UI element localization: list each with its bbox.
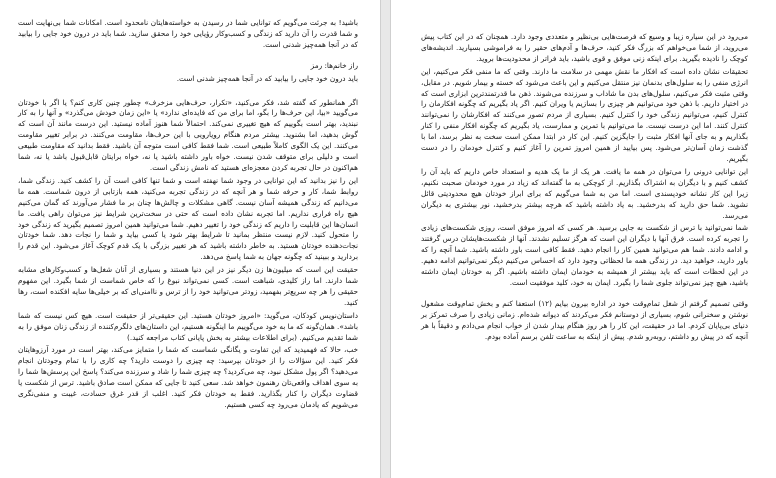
left-paragraph-5: خب، حالا که فهمیدید که این تفاوت و یگانگی شماست که شما را متمایز می‌کند، بهتر است در مورد آرزوهایتان فکر کنید. این سؤالات را از خودتان بپرسید: چه چیزی را دوست دارید؟ چه کاری را با تمام وجودتان انجام می‌دهید؟ اگر پول مشکل نبود، چه می‌کردید؟ چه چیزی شما را شاد و سرزنده می‌کند؟ پاسخ این پرسش‌ها شما را به سوی اهداف واقعی‌تان رهنمون خواهد شد. سعی کنید تا جایی که ممکن است صادق باشید. ترس از شکست یا قضاوت دیگران را کنار بگذارید. فقط به خودتان فکر کنید. اغلب از قدر غرق حسادت، غیبت و منفی‌نگری می‌شویم که یادمان می‌رود چه کسی هستیم. xyxy=(18,345,358,409)
right-page-text xyxy=(421,32,748,344)
left-page xyxy=(0,0,381,478)
left-paragraph-3: حقیقت این است که میلیون‌ها زن دیگر نیز در این دنیا هستند و بسیاری از آنان شغل‌ها و کسب‌وکارهای مشابه شما دارند. اما راز کلیدی، شباهت است. کسی نمی‌تواند نبوغ را که خاص شماست از شما بگیرد. این مفهوم حقیقی را هر چه سریع‌تر بفهمید، زودتر می‌توانید خود را از ترس و ناامنی‌ای که بر خیلی‌ها سایه افکنده است، رها کنید. xyxy=(18,265,358,307)
right-paragraph-3: این توانایی درونی را می‌توان در همه ما یافت. هر یک از ما یک هدیه و استعداد خاص داریم که باید آن را کشف کنیم و با دیگران به اشتراک بگذاریم. از کوچکی به ما گفته‌اند که زیاد در مورد خودمان صحبت نکنیم، زیرا این کار نشانه خودپسندی است. اما من به شما می‌گویم که برای ابراز خودتان هیچ محدودیتی قائل نشوید. شما حق دارید که بدرخشید. به یاد داشته باشید که هرچه بیشتر بدرخشید، نور بیشتری به دیگران می‌رسد. xyxy=(421,166,748,220)
right-paragraph-4: شما نمی‌توانید با ترس از شکست به جایی برسید. هر کسی که امروز موفق است، روزی شکست‌های زیادی را تجربه کرده است. فرق آنها با دیگران این است که هرگز تسلیم نشدند. آنها از شکست‌هایشان درس گرفتند و ادامه دادند. شما هم می‌توانید همین کار را انجام دهید. فقط کافی است باور داشته باشید. شما آنچه را که باور دارید، خواهید دید. در زندگی همه ما لحظاتی وجود دارد که احساس می‌کنیم دیگر نمی‌توانیم ادامه دهیم. در این لحظات است که باید بیشتر از همیشه به خودمان ایمان داشته باشیم. اگر به خودتان ایمان داشته باشید، هیچ چیز نمی‌تواند جلوی شما را بگیرد. ایمان به خود، کلید موفقیت است. xyxy=(421,223,748,287)
right-paragraph-5: وقتی تصمیم گرفتم از شغل تمام‌وقت خود در اداره بیرون بیایم (۱۲) استعفا کنم و بخش تمام‌وقت مشغول نوشتن و سخنرانی شوم، بسیاری از دوستانم فکر می‌کردند که دیوانه شده‌ام. زمانی زیادی را صرف تمرکز بر دنیای بی‌پایان کردم. اما در حقیقت، این کار را هر روز هنگام بیدار شدن از خواب انجام می‌دادم و دقیقاً با هر آنچه که در پیش رو داشتم، روبه‌رو شدم. پیش از اینکه به ساعت تلفن برسم آماده بودم. xyxy=(421,298,748,341)
secret-heading: راز خانم‌ها: رمز xyxy=(310,60,358,70)
left-paragraph-2: این را نیز بدانید که این توانایی در وجود شما نهفته است و شما تنها کافی است آن را کشف کنید. زندگی شما، روابط شما، کار و حرفه شما و هر آنچه که در زندگی تجربه می‌کنید، همه بازتابی از درون شماست. همه ما می‌دانیم که زندگی همیشه آسان نیست. گاهی مشکلات و چالش‌ها چنان بر ما فشار می‌آورند که گمان می‌کنیم هیچ راه فراری نداریم. اما تجربه نشان داده است که حتی در سخت‌ترین شرایط نیز می‌توان راهی یافت. ما انسان‌ها این قابلیت را داریم که زندگی خود را تغییر دهیم. شما می‌توانید همین امروز تصمیم بگیرید که زندگی خود را متحول کنید. لازم نیست منتظر بمانید تا شرایط بهتر شود یا کسی بیاید و شما را نجات دهد. شما خودتان نجات‌دهنده خودتان هستید. به خاطر داشته باشید که هر تغییر بزرگی با یک قدم کوچک آغاز می‌شود. این قدم را بردارید و ببینید که چگونه جهان به شما پاسخ می‌دهد. xyxy=(18,175,358,262)
left-paragraph-1: اگر همانطور که گفته شد، فکر می‌کنید، «تکرار، حرف‌هایی مزخرف» چطور چنین کاری کنم؟ یا اگر با خودتان می‌گویید «بیا، این حرف‌ها را بگو، اما برای من که فایده‌ای ندارد» یا «این زمان خودش می‌گذرد» و آنها را به کار نبندید، بهتر است بگوییم که هیچ تغییری نمی‌کند. احتمالاً شما هنوز آماده نیستید. این درست مانند آن است که گوش بدهید، اما بشنوید. بیشتر مردم هنگام رویارویی با این حرف‌ها، مقاومت می‌کنند. در برابر تغییر مقاومت می‌کنند. این یک الگوی کاملاً طبیعی است. شما فقط کافی است متوجه آن باشید. فقط بدانید که مقاومت طبیعی است و دلیلی برای متوقف شدن نیست. خواه باور داشته باشید یا نه، خواه برایتان قابل‌قبول باشد یا نه، شما هم‌اکنون در حال تجربه کردن معجزه‌ای هستید که نامش زندگی است. xyxy=(18,97,358,172)
right-paragraph-1: می‌رود در این سیاره زیبا و وسیع که فرصت‌هایی بی‌نظیر و متعددی وجود دارد. همچنان که در این کتاب پیش می‌روید، از شما می‌خواهم که بزرگ فکر کنید، حرف‌ها و آدم‌های حقیر را به فراموشی بسپارید. اندیشه‌های کوچک را نادیده بگیرید. برای اینکه زنی موفق و قوی باشید، باید فراتر از محدودیت‌ها بروید. xyxy=(421,32,748,63)
left-paragraph-4: داستان‌نویس کودکان، می‌گوید: «امروز خودتان هستید. این حقیقی‌تر از حقیقت است. هیچ کس نیست که شما باشد». همان‌گونه که ما به خود می‌گوییم ما اینگونه هستیم، این داستان‌های دلگرم‌کننده از زندگی زنان موفق را به شما تقدیم می‌کنیم. (برای اطلاعات بیشتر به بخش پایانی کتاب مراجعه کنید.) xyxy=(18,310,358,342)
left-top-paragraph: باشید! به جرئت می‌گویم که توانایی شما در رسیدن به خواسته‌هایتان نامحدود است. امکانات شما بی‌نهایت است و شما قدرت را آن دارید که زندگی و کسب‌وکار رؤیایی خود را محقق سازید. شما باید در درون خود جایی را بیابید که در آنجا همه‌چیز شدنی است. xyxy=(18,18,358,49)
secret-line: باید درون خود جایی را بیابید که در آنجا همه‌چیز شدنی است. xyxy=(176,73,358,83)
left-page-text xyxy=(18,18,358,413)
right-page xyxy=(390,0,776,478)
right-paragraph-2: تحقیقات نشان داده است که افکار ما نقش مهمی در سلامت ما دارند. وقتی که ما منفی فکر می‌کنیم، این انرژی منفی را به سلول‌های بدنمان نیز منتقل می‌کنیم و این باعث می‌شود که خسته و بیمار شویم. در مقابل، وقتی مثبت فکر می‌کنیم، سلول‌های بدن ما شاداب و سرزنده می‌شوند. ذهن ما قدرتمندترین ابزاری است که در اختیار داریم. با ذهن خود می‌توانیم هر چیزی را بسازیم یا ویران کنیم. اگر یاد بگیریم که چگونه افکارمان را کنترل کنیم، می‌توانیم زندگی خود را کنترل کنیم. بسیاری از مردم تصور می‌کنند که افکارشان را نمی‌توانند کنترل کنند. اما این درست نیست. ما می‌توانیم با تمرین و ممارست، یاد بگیریم که چگونه افکار منفی را کنار بگذاریم و به جای آنها افکار مثبت را جایگزین کنیم. این کار در ابتدا ممکن است سخت به نظر برسد، اما با گذشت زمان آسان‌تر می‌شود. پس بیایید از همین امروز تمرین را آغاز کنیم و کنترل خودمان را در دست بگیریم. xyxy=(421,66,748,163)
